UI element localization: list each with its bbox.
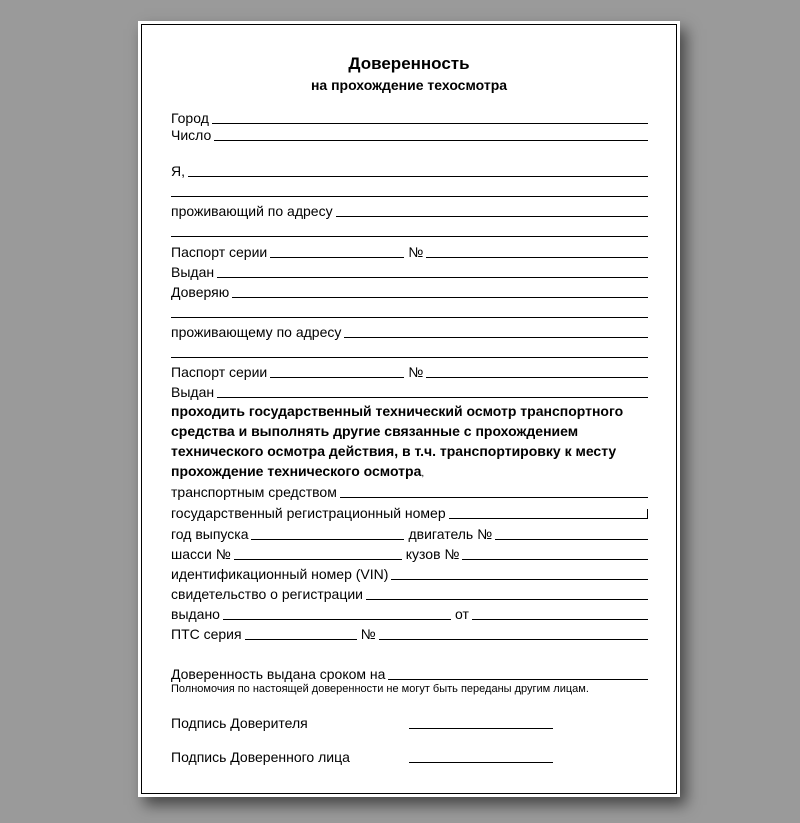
principal-issued-row bbox=[171, 262, 648, 280]
chassis-blank[interactable] bbox=[234, 558, 402, 560]
principal-address-blank-2[interactable] bbox=[171, 235, 648, 237]
passport-series-label-2: Паспорт серии bbox=[171, 364, 268, 380]
body-blank[interactable] bbox=[462, 558, 648, 560]
pts-series-label: ПТС серия bbox=[171, 626, 242, 642]
validity-row bbox=[171, 664, 648, 682]
document-page bbox=[138, 21, 680, 797]
cert-issued-label: выдано bbox=[171, 606, 220, 622]
reg-certificate-blank[interactable] bbox=[366, 598, 648, 600]
i-label: Я, bbox=[171, 163, 185, 179]
agent-signature-blank[interactable] bbox=[409, 761, 553, 763]
agent-name-blank-2[interactable] bbox=[171, 316, 648, 318]
vin-blank[interactable] bbox=[391, 578, 648, 580]
principal-signature-row bbox=[171, 713, 553, 731]
authority-comma: , bbox=[421, 468, 425, 479]
entrust-label: Доверяю bbox=[171, 284, 230, 300]
principal-signature-label: Подпись Доверителя bbox=[171, 715, 308, 731]
authority-text-body: проходить государственный технический осмотр транспортного средства и выполнять другие связанные с прохождением технического осмотра действия, в т.ч. транспортировку к месту прохождение технического осмотра bbox=[171, 403, 624, 479]
agent-issued-blank[interactable] bbox=[217, 396, 648, 398]
authority-text bbox=[171, 401, 651, 484]
vin-label: идентификационный номер (VIN) bbox=[171, 566, 389, 582]
validity-label: Доверенность выдана сроком на bbox=[171, 666, 386, 682]
residing-label: проживающий по адресу bbox=[171, 203, 333, 219]
principal-passport-number-blank[interactable] bbox=[426, 256, 648, 258]
principal-issued-blank[interactable] bbox=[217, 276, 648, 278]
cert-issued-row bbox=[171, 604, 648, 622]
principal-name-blank-2[interactable] bbox=[171, 195, 648, 197]
reg-certificate-label: свидетельство о регистрации bbox=[171, 586, 363, 602]
agent-issued-row bbox=[171, 382, 648, 400]
date-row bbox=[171, 125, 648, 143]
cert-date-blank[interactable] bbox=[472, 618, 648, 620]
year-label: год выпуска bbox=[171, 526, 249, 542]
cert-issued-blank[interactable] bbox=[223, 618, 451, 620]
principal-name-row-2 bbox=[171, 181, 648, 199]
agent-passport-number-blank[interactable] bbox=[426, 376, 648, 378]
residing-to-label: проживающему по адресу bbox=[171, 324, 342, 340]
principal-address-row-2 bbox=[171, 221, 648, 239]
chassis-label: шасси № bbox=[171, 546, 231, 562]
principal-passport-row bbox=[171, 242, 648, 260]
pts-series-blank[interactable] bbox=[245, 638, 357, 640]
vehicle-label: транспортным средством bbox=[171, 484, 337, 500]
year-engine-row bbox=[171, 524, 648, 542]
principal-address-blank[interactable] bbox=[336, 215, 648, 217]
issued-label-2: Выдан bbox=[171, 384, 215, 400]
from-label: от bbox=[454, 606, 469, 622]
principal-signature-blank[interactable] bbox=[409, 727, 553, 729]
date-blank[interactable] bbox=[214, 139, 648, 141]
city-label: Город bbox=[171, 110, 209, 126]
passport-number-label: № bbox=[408, 244, 424, 260]
reg-number-label: государственный регистрационный номер bbox=[171, 505, 446, 521]
pts-row bbox=[171, 624, 648, 642]
agent-passport-series-blank[interactable] bbox=[270, 376, 404, 378]
principal-name-blank[interactable] bbox=[188, 175, 648, 177]
engine-label: двигатель № bbox=[408, 526, 493, 542]
agent-address-row-2 bbox=[171, 342, 648, 360]
agent-signature-label: Подпись Доверенного лица bbox=[171, 749, 350, 765]
passport-series-label: Паспорт серии bbox=[171, 244, 268, 260]
pts-number-blank[interactable] bbox=[379, 638, 648, 640]
vehicle-blank[interactable] bbox=[340, 496, 648, 498]
passport-number-label-2: № bbox=[408, 364, 424, 380]
vehicle-row bbox=[171, 482, 648, 500]
agent-name-row bbox=[171, 282, 648, 300]
city-blank[interactable] bbox=[212, 122, 648, 124]
pts-number-label: № bbox=[360, 626, 376, 642]
issued-label: Выдан bbox=[171, 264, 215, 280]
reg-number-blank[interactable] bbox=[449, 509, 648, 519]
agent-name-blank[interactable] bbox=[232, 296, 648, 298]
agent-address-row bbox=[171, 322, 648, 340]
document-subtitle: на прохождение техосмотра bbox=[310, 77, 508, 93]
agent-signature-row bbox=[171, 747, 553, 765]
reg-certificate-row bbox=[171, 584, 648, 602]
body-label: кузов № bbox=[405, 546, 460, 562]
date-label: Число bbox=[171, 127, 212, 143]
authority-note: Полномочия по настоящей доверенности не могут быть переданы другим лицам. bbox=[171, 683, 589, 695]
reg-number-row bbox=[171, 503, 648, 521]
agent-name-row-2 bbox=[171, 302, 648, 320]
city-row bbox=[171, 108, 648, 126]
agent-passport-row bbox=[171, 362, 648, 380]
agent-address-blank-2[interactable] bbox=[171, 356, 648, 358]
document-title: Доверенность bbox=[348, 54, 470, 73]
validity-blank[interactable] bbox=[388, 678, 648, 680]
engine-blank[interactable] bbox=[495, 538, 648, 540]
agent-address-blank[interactable] bbox=[344, 336, 648, 338]
principal-address-row bbox=[171, 201, 648, 219]
vin-row bbox=[171, 564, 648, 582]
principal-passport-series-blank[interactable] bbox=[270, 256, 404, 258]
year-blank[interactable] bbox=[251, 538, 404, 540]
chassis-body-row bbox=[171, 544, 648, 562]
principal-name-row bbox=[171, 161, 648, 179]
